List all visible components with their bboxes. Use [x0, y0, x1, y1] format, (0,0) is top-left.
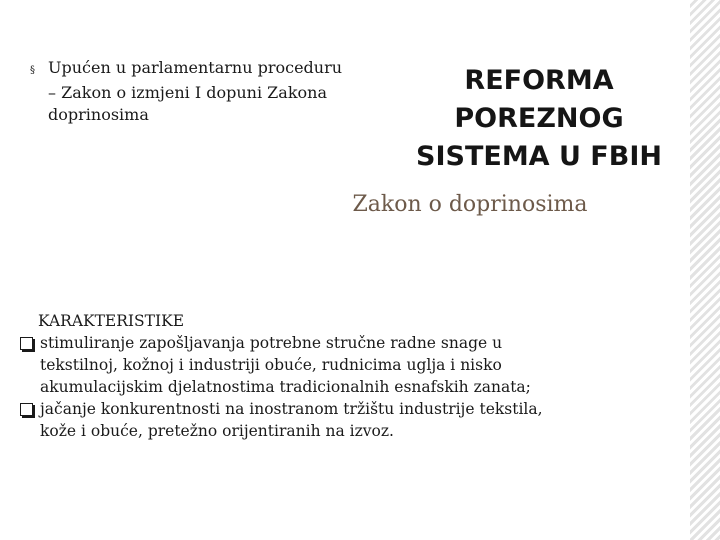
list-item-line: stimuliranje zapošljavanja potrebne stručne radne snage u [40, 334, 503, 352]
list-item-line: jačanje konkurentnosti na inostranom tržištu industrije tekstila, [40, 400, 543, 418]
slide-title [410, 62, 668, 176]
slide-subtitle: Zakon o doprinosima [352, 192, 588, 217]
list-item-line: akumulacijskim djelatnostima tradicionalnih esnafskih zanata; [40, 378, 531, 396]
title-line: REFORMA [464, 65, 614, 96]
title-line: POREZNOG [454, 103, 624, 134]
decorative-stripes [690, 0, 720, 540]
checkbox-list-item [20, 332, 670, 398]
checkbox-list-item [20, 398, 670, 442]
list-item-line: kože i obuće, pretežno orijentiranih na izvoz. [40, 422, 394, 440]
intro-bullet-line: Upućen u parlamentarnu proceduru [48, 58, 343, 77]
checkbox-bullet-icon [20, 403, 33, 416]
title-line: SISTEMA U FBIH [416, 141, 662, 172]
list-item-line: tekstilnoj, kožnoj i industriji obuće, rudnicima uglja i nisko [40, 356, 502, 374]
section-bullet-icon: § [30, 65, 35, 76]
characteristics-section [20, 310, 670, 442]
intro-bullet [30, 57, 375, 126]
characteristics-heading: KARAKTERISTIKE [38, 312, 185, 330]
intro-bullet-line: – Zakon o izmjeni I dopuni Zakona [48, 83, 327, 102]
checkbox-bullet-icon [20, 337, 33, 350]
intro-bullet-line: doprinosima [48, 105, 149, 124]
